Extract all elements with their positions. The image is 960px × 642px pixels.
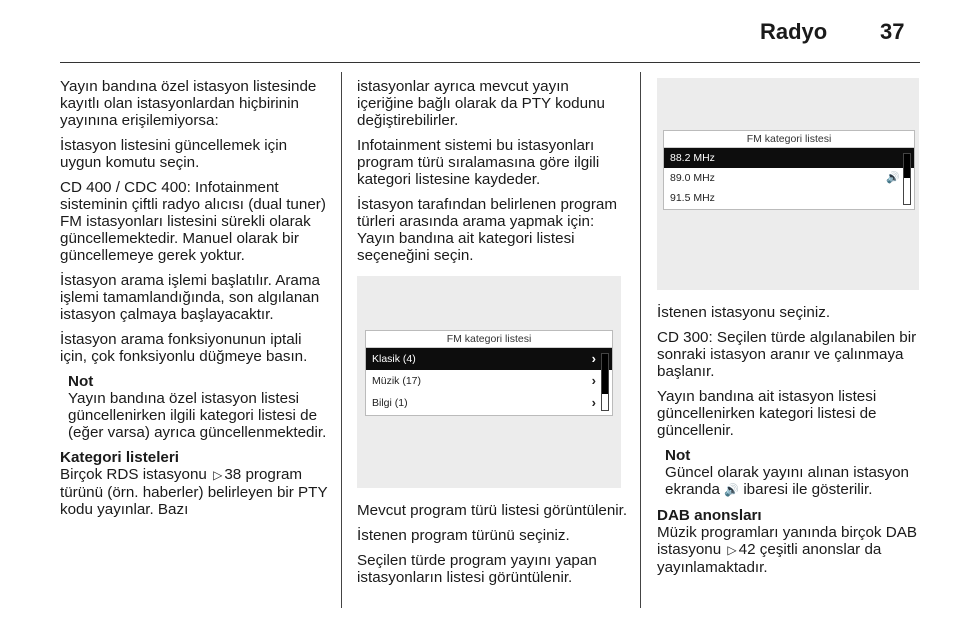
column-2-lower <box>357 502 629 586</box>
note-title: Not <box>68 373 94 390</box>
header-rule <box>60 62 920 63</box>
speaker-icon: 🔊 <box>886 172 900 184</box>
arrow-ref-icon: ▷ <box>727 543 737 557</box>
scrollbar <box>903 153 911 205</box>
speaker-icon: 🔊 <box>724 483 740 497</box>
paragraph: Yayın bandına ait istasyon listesi güncellenirken kategori listesi de güncellenir. <box>657 388 877 439</box>
note-box <box>60 373 332 441</box>
paragraph: İstasyon arama fonksiyonunun iptali için, çok fonksiyonlu düğmeye basın. <box>60 331 308 365</box>
paragraph: Müzik programları yanında birçok DAB istasyonu ▷ 42 çeşitli anonslar da yayınlamaktadır. <box>657 524 917 576</box>
paragraph: İstasyon arama işlemi başlatılır. Arama işlemi tamamlandığında, son algılanan istasyon çalmaya başlayacaktır. <box>60 272 320 323</box>
column-divider-1 <box>341 72 342 608</box>
paragraph: İstenen program türünü seçiniz. <box>357 527 570 544</box>
radio-display <box>365 330 613 416</box>
screen-figure-category <box>357 276 621 488</box>
paragraph: CD 400 / CDC 400: Infotainment sisteminin çiftli radyo alıcısı (dual tuner) FM istasyonları listesini sürekli olarak güncellemektedir. Manuel olarak bir güncellemeye gerek yoktur. <box>60 179 326 264</box>
chapter-title: Radyo <box>760 19 828 44</box>
column-2 <box>357 78 629 264</box>
display-title: FM kategori listesi <box>366 331 612 348</box>
station-row: 89.0 MHz 🔊 <box>664 168 914 188</box>
scroll-thumb <box>602 354 608 394</box>
section-heading: Kategori listeleri <box>60 449 180 466</box>
page-number: 37 <box>880 19 905 44</box>
paragraph: Yayın bandına özel istasyon listesinde kayıtlı olan istasyonlardan hiçbirinin yayınına erişilemiyorsa: <box>60 78 317 129</box>
section-heading: DAB anonsları <box>657 507 762 524</box>
radio-display <box>663 130 915 210</box>
paragraph: CD 300: Seçilen türde algılanabilen bir sonraki istasyon aranır ve çalınmaya başlanır. <box>657 329 917 380</box>
column-1 <box>60 78 332 518</box>
paragraph: Birçok RDS istasyonu ▷ 38 program türünü (örn. haberler) belirleyen bir PTY kodu yayınlar. Bazı <box>60 466 328 518</box>
chevron-right-icon: › <box>591 373 596 388</box>
paragraph: istasyonlar ayrıca mevcut yayın içeriğine bağlı olarak da PTY kodunu değiştirebilirler. <box>357 78 605 129</box>
page-header <box>0 0 960 62</box>
paragraph: İstasyon tarafından belirlenen program türleri arasında arama yapmak için: Yayın bandına ait kategori listesi seçeneğini seçin. <box>357 196 618 264</box>
note-text: Güncel olarak yayını alınan istasyon ekranda 🔊 ibaresi ile gösterilir. <box>665 464 909 498</box>
chevron-right-icon: › <box>591 351 596 366</box>
column-divider-2 <box>640 72 641 608</box>
screen-figure-stations <box>657 78 919 290</box>
paragraph: Mevcut program türü listesi görüntülenir. <box>357 502 628 519</box>
paragraph: Seçilen türde program yayını yapan istasyonların listesi görüntülenir. <box>357 552 597 586</box>
paragraph: İstenen istasyonu seçiniz. <box>657 304 831 321</box>
category-row: Müzik (17) › <box>366 370 612 392</box>
station-row: 88.2 MHz <box>664 148 914 168</box>
paragraph: Infotainment sistemi bu istasyonları program türü sıralamasına göre ilgili kategori listesine kaydeder. <box>357 137 600 188</box>
display-title: FM kategori listesi <box>664 131 914 148</box>
chevron-right-icon: › <box>591 395 596 410</box>
page-ref[interactable]: 42 <box>738 541 756 558</box>
scroll-thumb <box>904 154 910 178</box>
station-row: 91.5 MHz <box>670 192 715 204</box>
note-title: Not <box>665 447 691 464</box>
page-ref[interactable]: 38 <box>224 466 242 483</box>
note-box <box>657 447 929 499</box>
category-row: Klasik (4) › <box>366 348 612 370</box>
arrow-ref-icon: ▷ <box>213 468 223 482</box>
paragraph: İstasyon listesini güncellemek için uygun komutu seçin. <box>60 137 288 171</box>
note-text: Yayın bandına özel istasyon listesi güncellenirken ilgili kategori listesi de (eğer varsa) ayrıca güncellenmektedir. <box>68 390 327 441</box>
scrollbar <box>601 353 609 411</box>
category-row: Bilgi (1) › <box>366 392 612 414</box>
column-3 <box>657 304 929 576</box>
